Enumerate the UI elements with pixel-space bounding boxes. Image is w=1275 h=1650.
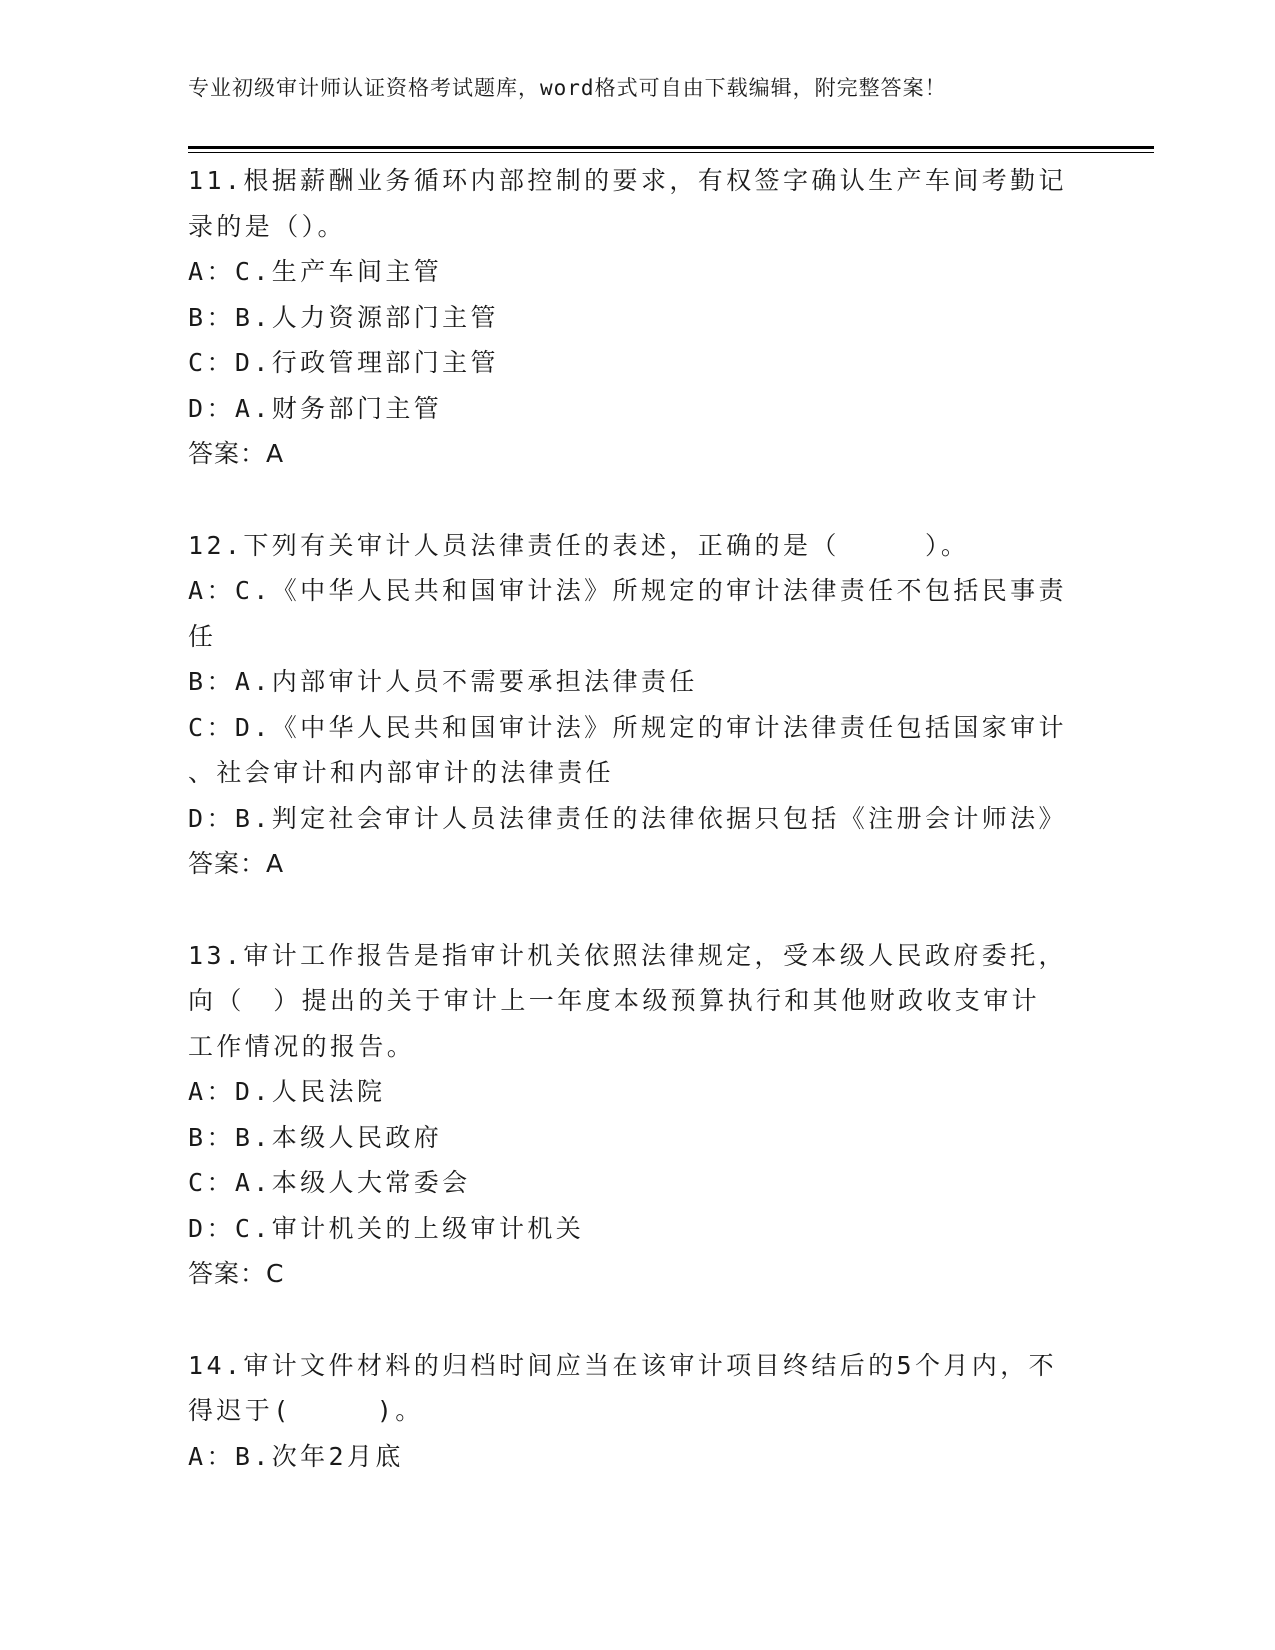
answer-option-line: C：A.本级人大常委会 [188,1168,471,1197]
question-block [188,1343,1088,1480]
answer-option [188,1115,1088,1161]
answer-option-line: A：C.生产车间主管 [188,257,443,286]
answer-option [188,1206,1088,1252]
question-stem [188,523,1088,569]
answer-option [188,295,1088,341]
answer-option-line: 任 [188,621,217,651]
page-header: 专业初级审计师认证资格考试题库，word格式可自由下载编辑，附完整答案！ [188,76,947,100]
question-stem [188,1343,1088,1434]
answer-option [188,386,1088,432]
answer-option-line: A：C.《中华人民共和国审计法》所规定的审计法律责任不包括民事责 [188,576,1067,605]
answer-option [188,1160,1088,1206]
question-stem [188,933,1088,1070]
answer-option-line: D：A.财务部门主管 [188,393,443,423]
answer-option-line: A：B.次年2月底 [188,1441,404,1471]
answer-key: 答案：A [188,849,285,878]
answer-option-line: C：D.行政管理部门主管 [188,348,499,377]
question-stem-line: 向（ ）提出的关于审计上一年度本级预算执行和其他财政收支审计 [188,986,1041,1015]
question-block [188,523,1088,887]
answer-option [188,249,1088,295]
answer-option-line: B：A.内部审计人员不需要承担法律责任 [188,667,698,696]
answer-option-line: A：D.人民法院 [188,1077,386,1106]
question-stem-line: 14.审计文件材料的归档时间应当在该审计项目终结后的5个月内，不 [188,1350,1058,1380]
question-list [188,158,1088,1525]
answer-option [188,340,1088,386]
answer-option-line: D：B.判定社会审计人员法律责任的法律依据只包括《注册会计师法》 [188,803,1067,833]
answer-option [188,568,1088,659]
answer-option-line: B：B.人力资源部门主管 [188,302,499,332]
header-rule-thick [188,146,1154,149]
header-rule-thin [188,152,1154,153]
answer-key: 答案：C [188,1259,285,1288]
question-stem [188,158,1088,249]
answer-option-line: C：D.《中华人民共和国审计法》所规定的审计法律责任包括国家审计 [188,712,1067,742]
answer-key: 答案：A [188,439,285,468]
answer-option [188,796,1088,842]
question-block [188,158,1088,477]
question-block [188,933,1088,1297]
question-stem-line: 得迟于( )。 [188,1396,424,1425]
question-stem-line: 工作情况的报告。 [188,1031,416,1061]
answer-option [188,1434,1088,1480]
answer-option [188,1069,1088,1115]
answer-option [188,659,1088,705]
answer-option-line: D：C.审计机关的上级审计机关 [188,1213,585,1243]
question-stem-line: 13.审计工作报告是指审计机关依照法律规定，受本级人民政府委托， [188,940,1067,970]
question-stem-line: 录的是（）。 [188,211,346,241]
question-stem-line: 12.下列有关审计人员法律责任的表述，正确的是（ ）。 [188,530,970,560]
answer-option [188,705,1088,796]
answer-option-line: B：B.本级人民政府 [188,1122,443,1152]
question-stem-line: 11.根据薪酬业务循环内部控制的要求，有权签字确认生产车间考勤记 [188,166,1067,195]
answer-option-line: 、社会审计和内部审计的法律责任 [188,758,615,787]
